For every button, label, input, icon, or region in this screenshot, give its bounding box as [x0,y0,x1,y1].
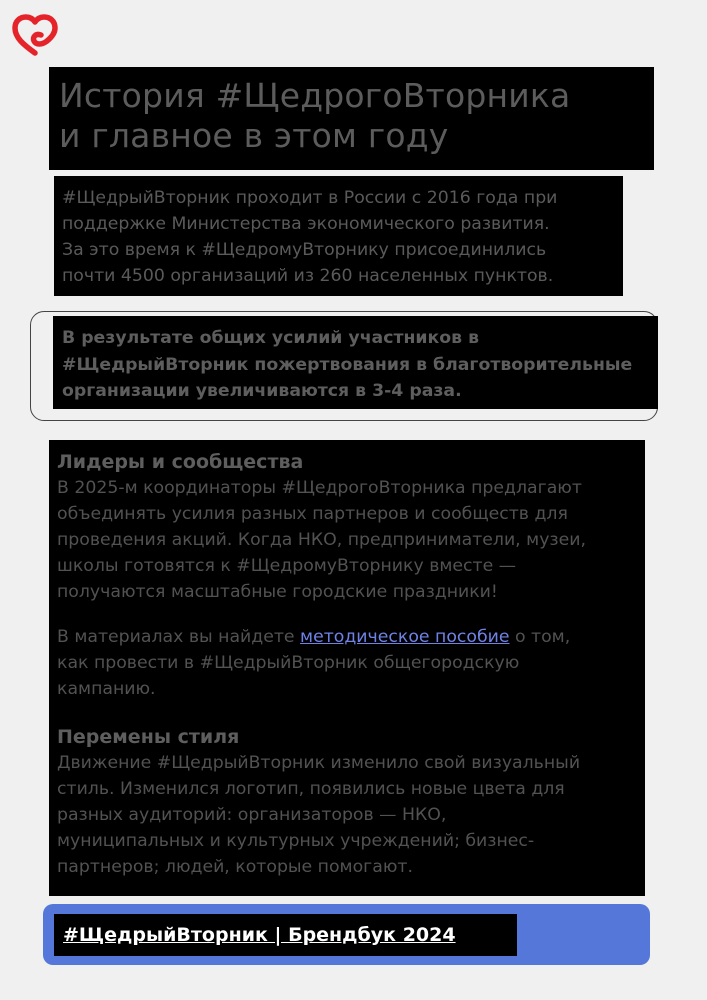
page-title-block [49,67,654,170]
style-change-line: разных аудиторий: организаторов — НКО, [57,805,447,825]
style-change-heading: Перемены стиля [57,726,240,748]
leaders-line: школы готовятся к #ЩедромуВторнику вместе — [57,556,517,576]
leaders-line: получаются масштабные городские праздники! [57,582,498,602]
materials-line: кампанию. [57,679,156,699]
style-change-line: Движение #ЩедрыйВторник изменило свой визуальный [57,753,581,773]
intro-line: поддержке Министерства экономического развития. [62,214,550,234]
intro-paragraph-block [54,176,623,296]
style-change-line: муниципальных и культурных учреждений; бизнес- [57,831,535,851]
materials-line: как провести в #ЩедрыйВторник общегородскую [57,653,520,673]
main-content-block [49,440,645,896]
intro-line: #ЩедрыйВторник проходит в России с 2016 года при [62,188,558,208]
materials-suffix: о том, [509,627,571,647]
methodical-guide-link[interactable]: методическое пособие [300,627,510,647]
intro-line: За это время к #ЩедромуВторнику присоединились [62,240,547,260]
materials-prefix: В материалах вы найдете [57,627,301,647]
result-line: организации увеличиваются в 3-4 раза. [62,381,462,401]
result-callout [53,316,658,409]
footer-label-box [54,914,517,956]
materials-line [57,624,637,650]
heart-logo-icon [12,14,58,56]
brandbook-link[interactable]: #ЩедрыйВторник | Брендбук 2024 [63,924,456,946]
result-line: В результате общих усилий участников в [62,328,480,348]
leaders-line: проведения акций. Когда НКО, предприниматели, музеи, [57,530,586,550]
intro-line: почти 4500 организаций из 260 населенных пунктов. [62,266,554,286]
page-title [59,76,644,156]
result-line: #ЩедрыйВторник пожертвования в благотворительные [62,354,633,375]
style-change-line: стиль. Изменился логотип, появились новые цвета для [57,779,565,799]
leaders-heading: Лидеры и сообщества [57,451,304,473]
leaders-line: В 2025-м координаторы #ЩедрогоВторника предлагают [57,478,582,498]
style-change-line: партнеров; людей, которые помогают. [57,857,413,877]
page-title-line: История #ЩедрогоВторника [59,76,571,115]
leaders-line: объединять усилия разных партнеров и сообществ для [57,504,568,524]
page-title-line: и главное в этом году [59,116,449,155]
